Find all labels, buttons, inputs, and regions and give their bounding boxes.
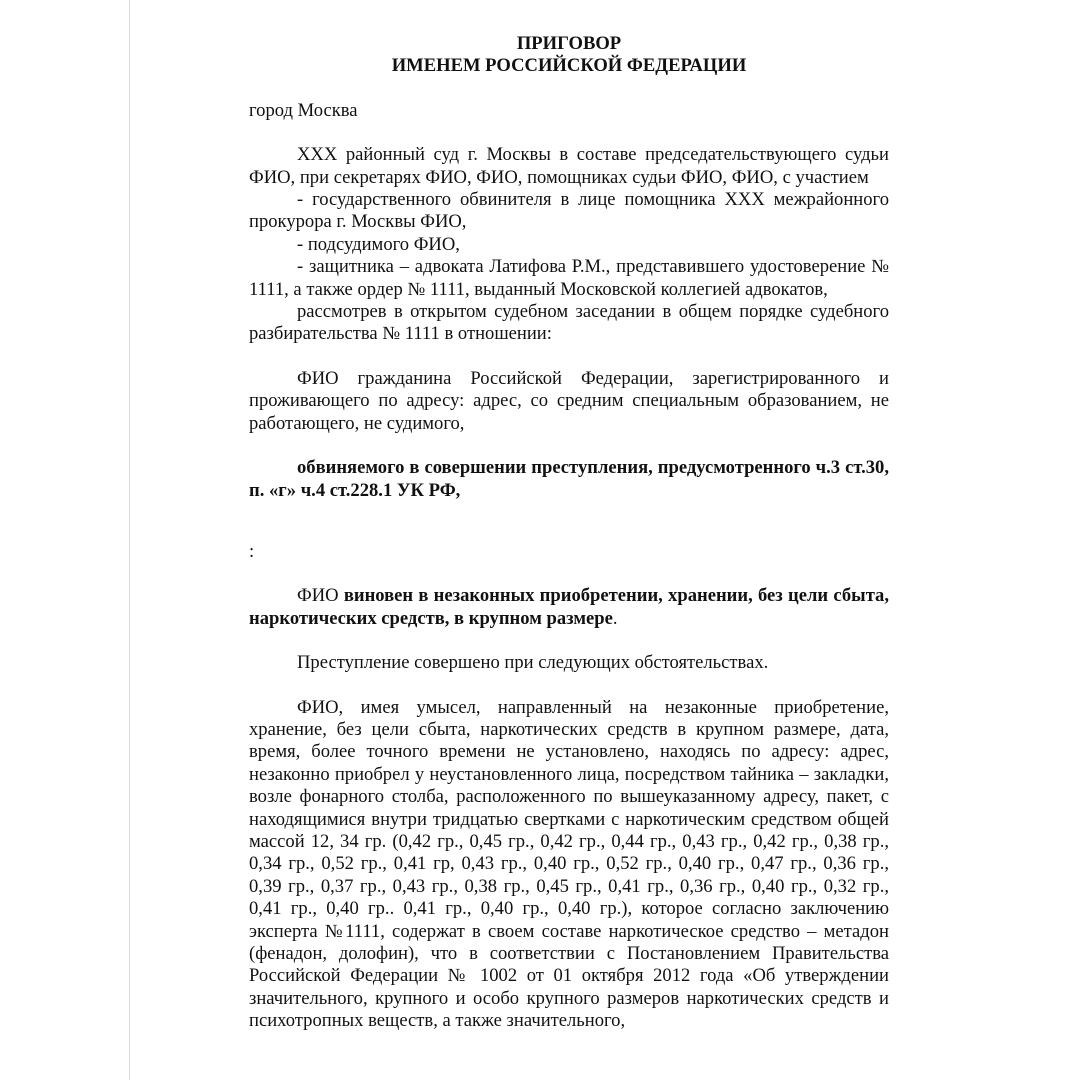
court-intro-paragraph: ХХХ районный суд г. Москвы в составе председательствующего судьи ФИО, при секретарях ФИО, ФИО, помощниках судьи ФИО, ФИО, с участием (249, 144, 889, 188)
defendant-paragraph: - подсудимого ФИО, (297, 233, 460, 255)
charge-paragraph: обвиняемого в совершении преступления, предусмотренного ч.3 ст.30, п. «г» ч.4 ст.228.1 УК РФ, (249, 457, 889, 501)
circumstances-paragraph: Преступление совершено при следующих обстоятельствах. (297, 652, 769, 674)
verdict-name: ФИО (297, 585, 344, 607)
city-line: город Москва (249, 99, 358, 121)
verdict-text: виновен в незаконных приобретении, хранении, без цели сбыта, наркотических средств, в крупном размере (249, 585, 889, 629)
person-paragraph: ФИО гражданина Российской Федерации, зарегистрированного и проживающего по адресу: адрес, со средним специальным образованием, не работающего, не судимого, (249, 367, 889, 434)
colon-line: : (249, 540, 255, 562)
document-page (249, 33, 889, 1033)
defender-paragraph: - защитника – адвоката Латифова Р.М., представившего удостоверение № 1111, а также ордер № 1111, выданный Московской коллегией адвокатов, (249, 256, 889, 300)
verdict-end: . (612, 607, 618, 629)
title-line-1: ПРИГОВОР (516, 33, 622, 54)
page-left-edge (129, 0, 130, 1080)
main-text-paragraph: ФИО, имея умысел, направленный на незаконные приобретение, хранение, без цели сбыта, наркотических средств в крупном размере, дата, время, более точного времени не установлено, находясь по адресу: адрес, незаконно приобрел у неустановленного лица, посредством тайника – закладки, возле фонарного столба, расположенного по вышеуказанному адресу, пакет, с находящимися внутри тридцатью свертками с наркотическим средством общей массой 12, 34 гр. (0,42 гр., 0,45 гр., 0,42 гр., 0,44 гр., 0,43 гр., 0,42 гр., 0,38 гр., 0,34 гр., 0,52 гр., 0,41 гр, 0,43 гр., 0,40 гр., 0,52 гр., 0,40 гр., 0,47 гр., 0,36 гр., 0,39 гр., 0,37 гр., 0,43 гр., 0,38 гр., 0,45 гр., 0,41 гр., 0,36 гр., 0,40 гр., 0,32 гр., 0,41 гр., 0,40 гр.. 0,41 гр., 0,40 гр., 0,40 гр.), которое согласно заключению эксперта №1111, содержат в своем составе наркотическое средство – метадон (фенадон, долофин), что в соответствии с Постановлением Правительства Российской Федерации № 1002 от 01 октября 2012 года «Об утверждении значительного, крупного и особо крупного размеров наркотических средств и психотропных веществ, а также значительного, (249, 696, 889, 1032)
document-title (249, 33, 889, 78)
title-line-2: ИМЕНЕМ РОССИЙСКОЙ ФЕДЕРАЦИИ (391, 55, 747, 77)
prosecutor-paragraph: - государственного обвинителя в лице помощника ХХХ межрайонного прокурора г. Москвы ФИО, (249, 189, 889, 233)
hearing-paragraph: рассмотрев в открытом судебном заседании в общем порядке судебного разбирательства № 1111 в отношении: (249, 301, 889, 345)
verdict-paragraph (249, 585, 889, 630)
